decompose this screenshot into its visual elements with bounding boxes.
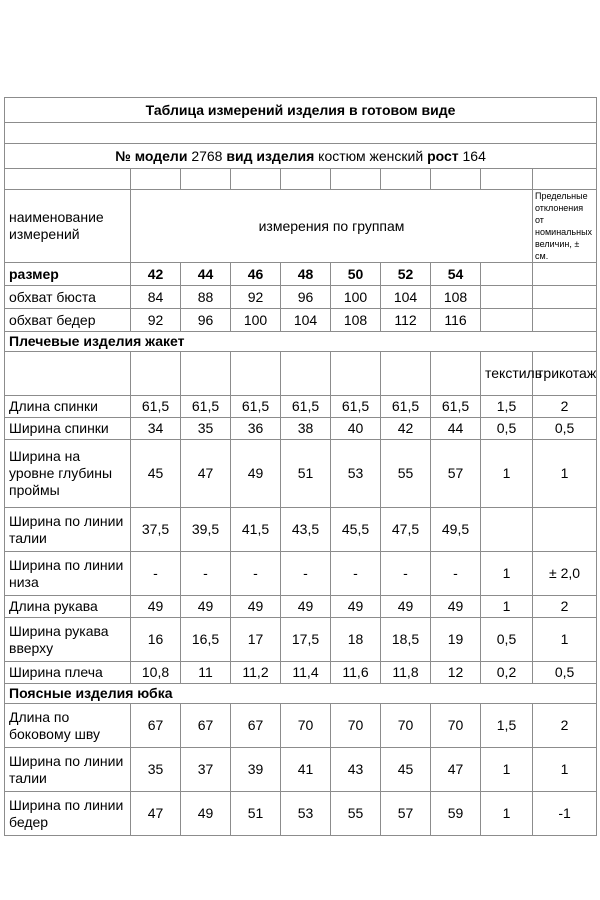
knit-header: трикотаж (533, 352, 597, 396)
table-row: Длина по боковому шву 67 67 67 70 70 70 70 1,5 2 (5, 704, 597, 748)
table-title: Таблица измерений изделия в готовом виде (5, 98, 597, 123)
size-cell: 48 (281, 263, 331, 286)
table-row: Длина рукава 49 49 49 49 49 49 49 1 2 (5, 596, 597, 618)
size-cell: 46 (231, 263, 281, 286)
table-row: Ширина по линии бедер 47 49 51 53 55 57 59 1 -1 (5, 792, 597, 836)
model-line: № модели 2768 вид изделия костюм женский рост 164 (5, 144, 597, 169)
size-cell: 42 (131, 263, 181, 286)
size-row: размер 42 44 46 48 50 52 54 (5, 263, 597, 286)
table-row: Ширина рукава вверху 16 16,5 17 17,5 18 18,5 19 0,5 1 (5, 618, 597, 662)
textile-header: текстиль (481, 352, 533, 396)
size-cell: 44 (181, 263, 231, 286)
table-row: Ширина на уровне глубины проймы 45 47 49 51 53 55 57 1 1 (5, 440, 597, 508)
size-cell: 52 (381, 263, 431, 286)
table-row: обхват бедер 92 96 100 104 108 112 116 (5, 309, 597, 332)
section-heading-jacket: Плечевые изделия жакет (5, 332, 597, 352)
size-cell: 50 (331, 263, 381, 286)
name-header: наименование измерений (5, 190, 131, 263)
table-row: Длина спинки 61,5 61,5 61,5 61,5 61,5 61,5 61,5 1,5 2 (5, 396, 597, 418)
tolerance-subheader-row (5, 352, 597, 396)
table-row: Ширина по линии низа - - - - - - - 1 ± 2,0 (5, 552, 597, 596)
groups-header: измерения по группам (131, 190, 533, 263)
table-row: обхват бюста 84 88 92 96 100 104 108 (5, 286, 597, 309)
table-row: Ширина спинки 34 35 36 38 40 42 44 0,5 0,5 (5, 418, 597, 440)
table-row: Ширина по линии талии 35 37 39 41 43 45 47 1 1 (5, 748, 597, 792)
size-cell: 54 (431, 263, 481, 286)
table-row: Ширина плеча 10,8 11 11,2 11,4 11,6 11,8 12 0,2 0,5 (5, 662, 597, 684)
tolerance-header: Предельные отклонения от номинальных величин, ± см. (533, 190, 597, 263)
table-row: Ширина по линии талии 37,5 39,5 41,5 43,5 45,5 47,5 49,5 (5, 508, 597, 552)
blank-row (5, 123, 597, 144)
section-heading-skirt: Поясные изделия юбка (5, 684, 597, 704)
measurement-table (4, 97, 597, 836)
